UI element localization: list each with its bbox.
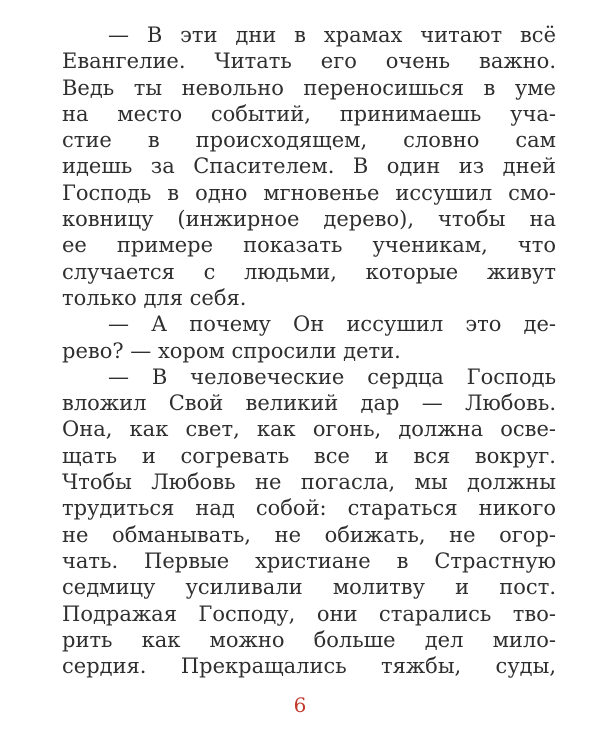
- page-number: 6: [293, 693, 307, 717]
- text-line: ее примере показать ученикам, что: [62, 233, 556, 258]
- text-line: сердия. Прекращались тяжбы, суды,: [62, 654, 556, 679]
- text-line: стие в происходящем, словно сам: [62, 128, 556, 153]
- text-line: ковницу (инжирное дерево), чтобы на: [62, 207, 556, 232]
- text-line: на место событий, принимаешь уча-: [62, 101, 556, 126]
- body-text: [62, 22, 556, 679]
- text-line: — В эти дни в храмах читают всё: [108, 23, 556, 47]
- text-line: трудиться над собой: стараться никого: [62, 496, 556, 521]
- text-line: вложил Свой великий дар — Любовь.: [62, 391, 556, 416]
- text-line: Господь в одно мгновенье иссушил смо-: [62, 180, 556, 205]
- text-line: — А почему Он иссушил это де-: [108, 312, 556, 337]
- text-line: щать и согревать все и вся вокруг.: [62, 443, 556, 468]
- text-line: рево? — хором спросили дети.: [62, 338, 401, 363]
- text-line: чать. Первые христиане в Страстную: [62, 548, 556, 573]
- text-line: Она, как свет, как огонь, должна осве-: [62, 417, 556, 442]
- text-line: седмицу усиливали молитву и пост.: [62, 575, 556, 600]
- text-line: не обманывать, не обижать, не огор-: [62, 522, 556, 547]
- text-line: Чтобы Любовь не погасла, мы должны: [62, 470, 556, 495]
- text-line: Евангелие. Читать его очень важно.: [62, 49, 556, 74]
- text-line: идешь за Спасителем. В один из дней: [62, 154, 556, 179]
- text-line: только для себя.: [62, 285, 247, 310]
- text-line: случается с людьми, которые живут: [62, 259, 556, 284]
- text-line: Подражая Господу, они старались тво-: [62, 601, 556, 626]
- text-line: рить как можно больше дел мило-: [62, 627, 556, 652]
- text-line: — В человеческие сердца Господь: [108, 364, 556, 389]
- text-line: Ведь ты невольно переносишься в уме: [62, 75, 556, 100]
